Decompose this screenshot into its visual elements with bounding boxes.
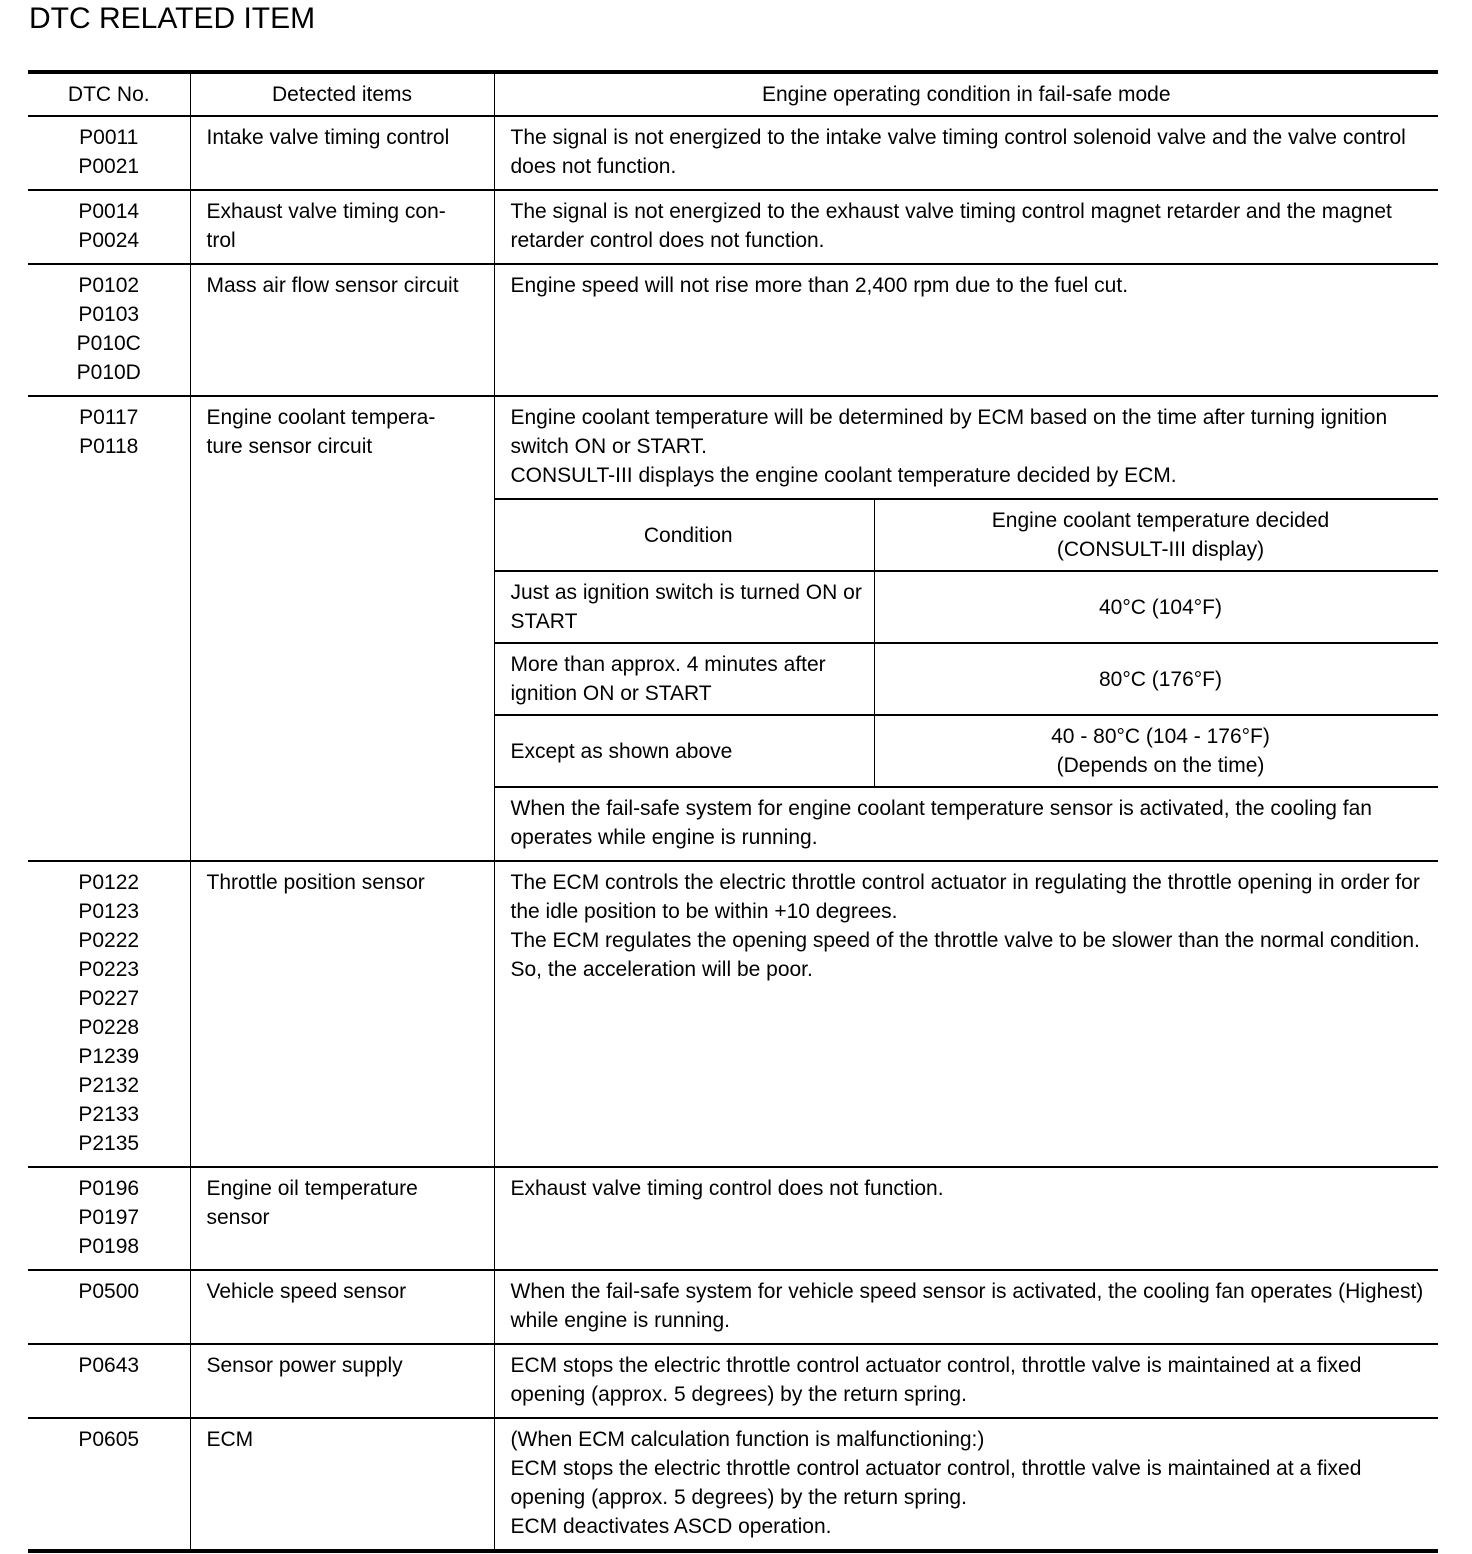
- subtable-header-text: (CONSULT-III display): [1056, 538, 1265, 561]
- fail-safe-condition-cell: [494, 1167, 1438, 1270]
- subtable-temperature: [875, 643, 1439, 715]
- dtc-codes-cell: [28, 1418, 190, 1551]
- dtc-codes-cell: [28, 396, 190, 861]
- detected-item-text: trol: [206, 229, 236, 252]
- dtc-code: P2133: [78, 1103, 140, 1126]
- condition-text: The signal is not energized to the intake valve timing control solenoid valve and the valve control does not function.: [510, 126, 1406, 178]
- dtc-code: P0500: [78, 1280, 140, 1303]
- table-row: [28, 1344, 1438, 1418]
- detected-item-cell: [190, 861, 494, 1167]
- table-header-row: [28, 72, 1438, 116]
- dtc-code: P0021: [78, 155, 140, 178]
- table-row: [28, 264, 1438, 396]
- table-row: [28, 190, 1438, 264]
- fail-safe-condition-cell: [494, 190, 1438, 264]
- dtc-codes-cell: [28, 190, 190, 264]
- dtc-code: P0024: [78, 229, 140, 252]
- subtable-header-text: Engine coolant temperature decided: [991, 509, 1330, 532]
- detected-item-cell: [190, 116, 494, 190]
- subtable-header-temperature: [875, 499, 1439, 571]
- dtc-code: P0222: [78, 929, 140, 952]
- condition-text: Engine coolant temperature will be determined by ECM based on the time after turning ignition switch ON or START.: [510, 406, 1388, 458]
- dtc-code: P010D: [76, 361, 141, 384]
- detected-item-cell: [190, 1418, 494, 1551]
- dtc-code: P0122: [78, 871, 140, 894]
- fail-safe-condition-cell: [494, 861, 1438, 1167]
- dtc-code: P0103: [78, 303, 140, 326]
- dtc-code: P010C: [76, 332, 141, 355]
- dtc-code: P0223: [78, 958, 140, 981]
- detected-item-text: Engine coolant tempera-: [206, 406, 436, 429]
- table-row: [28, 1270, 1438, 1344]
- dtc-code: P0118: [79, 435, 139, 458]
- subtable-header-condition: Condition: [495, 499, 875, 571]
- dtc-code: P0605: [78, 1428, 140, 1451]
- detected-item-text: Engine oil temperature: [206, 1177, 418, 1200]
- condition-intro: [495, 397, 1439, 498]
- fail-safe-condition-cell: [494, 1270, 1438, 1344]
- condition-text: When the fail-safe system for vehicle speed sensor is activated, the cooling fan operates (Highest) while engine is running.: [510, 1280, 1424, 1332]
- detected-item-text: Exhaust valve timing con-: [206, 200, 446, 223]
- detected-item-text: Intake valve timing control: [206, 126, 450, 149]
- table-row: [28, 396, 1438, 861]
- dtc-code: P0227: [78, 987, 140, 1010]
- temperature-text: 80°C (176°F): [1098, 667, 1222, 691]
- subtable-temperature: [875, 571, 1439, 643]
- detected-item-cell: [190, 396, 494, 861]
- condition-text: (When ECM calculation function is malfunctioning:): [510, 1428, 985, 1451]
- dtc-code: P0102: [78, 274, 140, 297]
- temperature-text: 40°C (104°F): [1098, 595, 1222, 619]
- condition-text: CONSULT-III displays the engine coolant temperature decided by ECM.: [510, 464, 1177, 487]
- table-row: [28, 1418, 1438, 1551]
- detected-item-cell: [190, 1167, 494, 1270]
- subtable-row: [495, 571, 1439, 643]
- dtc-code: P2132: [78, 1074, 140, 1097]
- dtc-table: [28, 70, 1438, 1553]
- temperature-text: 40 - 80°C (104 - 176°F): [1051, 725, 1270, 748]
- table-row: [28, 116, 1438, 190]
- subtable-row: [495, 715, 1439, 787]
- dtc-code: P1239: [78, 1045, 140, 1068]
- dtc-code: P0228: [78, 1016, 140, 1039]
- condition-text: The ECM regulates the opening speed of the throttle valve to be slower than the normal condition.: [510, 929, 1420, 952]
- condition-text: Exhaust valve timing control does not function.: [510, 1177, 944, 1200]
- dtc-code: P2135: [78, 1132, 140, 1155]
- subtable-condition: More than approx. 4 minutes after ignition ON or START: [495, 643, 875, 715]
- condition-text: ECM deactivates ASCD operation.: [510, 1515, 832, 1538]
- dtc-code: P0197: [78, 1206, 140, 1229]
- dtc-codes-cell: [28, 861, 190, 1167]
- fail-safe-condition-cell: [494, 1418, 1438, 1551]
- fail-safe-condition-cell: [494, 1344, 1438, 1418]
- condition-note: When the fail-safe system for engine coolant temperature sensor is activated, the cooling fan operates while engine is running.: [510, 797, 1372, 849]
- detected-item-text: ECM: [206, 1428, 254, 1451]
- detected-item-text: Mass air flow sensor circuit: [206, 274, 459, 297]
- table-row: [28, 1167, 1438, 1270]
- dtc-code: P0643: [78, 1354, 140, 1377]
- condition-text: ECM stops the electric throttle control actuator control, throttle valve is maintained at a fixed opening (approx. 5 degrees) by the return spring.: [510, 1457, 1362, 1509]
- dtc-codes-cell: [28, 116, 190, 190]
- condition-text: Engine speed will not rise more than 2,400 rpm due to the fuel cut.: [510, 274, 1129, 297]
- subtable-condition: Except as shown above: [495, 715, 875, 787]
- condition-text: So, the acceleration will be poor.: [510, 958, 813, 981]
- detected-item-cell: [190, 190, 494, 264]
- table-row: [28, 861, 1438, 1167]
- dtc-codes-cell: [28, 1270, 190, 1344]
- dtc-code: P0014: [78, 200, 140, 223]
- page-title: DTC RELATED ITEM: [29, 2, 316, 35]
- detected-item-text: Throttle position sensor: [206, 871, 425, 894]
- detected-item-text: ture sensor circuit: [206, 435, 373, 458]
- header-detected-items: Detected items: [190, 72, 494, 116]
- subtable-temperature: [875, 715, 1439, 787]
- subtable-header-row: [495, 499, 1439, 571]
- dtc-code: P0011: [79, 126, 139, 149]
- detected-item-cell: [190, 1344, 494, 1418]
- coolant-temperature-subtable: [495, 498, 1439, 788]
- detected-item-cell: [190, 264, 494, 396]
- fail-safe-condition-cell: [494, 396, 1438, 861]
- subtable-condition: Just as ignition switch is turned ON or START: [495, 571, 875, 643]
- detected-item-text: Vehicle speed sensor: [206, 1280, 407, 1303]
- subtable-row: [495, 643, 1439, 715]
- header-dtc-no: DTC No.: [28, 72, 190, 116]
- detected-item-cell: [190, 1270, 494, 1344]
- dtc-codes-cell: [28, 1167, 190, 1270]
- condition-text: The ECM controls the electric throttle control actuator in regulating the throttle opening in order for the idle position to be within +10 degrees.: [510, 871, 1420, 923]
- condition-text: ECM stops the electric throttle control actuator control, throttle valve is maintained at a fixed opening (approx. 5 degrees) by the return spring.: [510, 1354, 1362, 1406]
- dtc-code: P0123: [78, 900, 140, 923]
- fail-safe-condition-cell: [494, 264, 1438, 396]
- detected-item-text: Sensor power supply: [206, 1354, 403, 1377]
- dtc-code: P0196: [78, 1177, 140, 1200]
- dtc-code: P0198: [78, 1235, 140, 1258]
- condition-text: The signal is not energized to the exhaust valve timing control magnet retarder and the magnet retarder control does not function.: [510, 200, 1392, 252]
- fail-safe-condition-cell: [494, 116, 1438, 190]
- temperature-text: (Depends on the time): [1056, 754, 1265, 777]
- dtc-codes-cell: [28, 1344, 190, 1418]
- header-fail-safe-condition: Engine operating condition in fail-safe mode: [494, 72, 1438, 116]
- dtc-codes-cell: [28, 264, 190, 396]
- dtc-code: P0117: [79, 406, 139, 429]
- detected-item-text: sensor: [206, 1206, 270, 1229]
